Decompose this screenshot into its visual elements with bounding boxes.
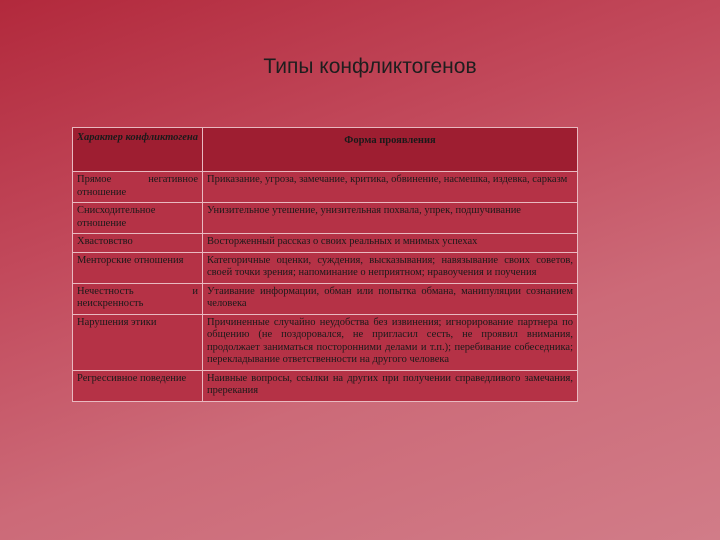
table-row [73, 234, 578, 253]
table-row [73, 314, 578, 370]
header-character: Характер конфликтогена [73, 128, 203, 172]
row-type-cell: Регрессивное поведение [73, 370, 203, 401]
table-row [73, 252, 578, 283]
row-form-cell: Наивные вопросы, ссылки на других при получении справедливого замечания, пререкания [203, 370, 578, 401]
slide-title: Типы конфликтогенов [263, 55, 477, 78]
header-form: Форма проявления [203, 128, 578, 172]
table-row [73, 283, 578, 314]
row-form-cell: Унизительное утешение, унизительная похвала, упрек, подшучивание [203, 203, 578, 234]
row-type-cell: Нарушения этики [73, 314, 203, 370]
row-type-cell: Снисходительное отношение [73, 203, 203, 234]
table-row [73, 203, 578, 234]
row-form-cell: Восторженный рассказ о своих реальных и мнимых успехах [203, 234, 578, 253]
conflictogen-table [72, 127, 578, 402]
row-form-cell: Утаивание информации, обман или попытка обмана, манипуляции сознанием человека [203, 283, 578, 314]
row-type-cell: Менторские отношения [73, 252, 203, 283]
row-form-cell: Причиненные случайно неудобства без извинения; игнорирование партнера по общению (не поздоровался, не пригласил сесть, не проявил внимания, продолжает заниматься посторонними делами и т.п.); перебивание собеседника; перекладывание ответственности на другого человека [203, 314, 578, 370]
row-type-cell: Нечестность и неискренность [73, 283, 203, 314]
table-row [73, 370, 578, 401]
row-type-cell: Хвастовство [73, 234, 203, 253]
row-form-cell: Приказание, угроза, замечание, критика, обвинение, насмешка, издевка, сарказм [203, 172, 578, 203]
table-header-row [73, 128, 578, 172]
table-row [73, 172, 578, 203]
row-form-cell: Категоричные оценки, суждения, высказывания; навязывание своих советов, своей точки зрения; напоминание о неприятном; нравоучения и поучения [203, 252, 578, 283]
row-type-cell: Прямое негативное отношение [73, 172, 203, 203]
